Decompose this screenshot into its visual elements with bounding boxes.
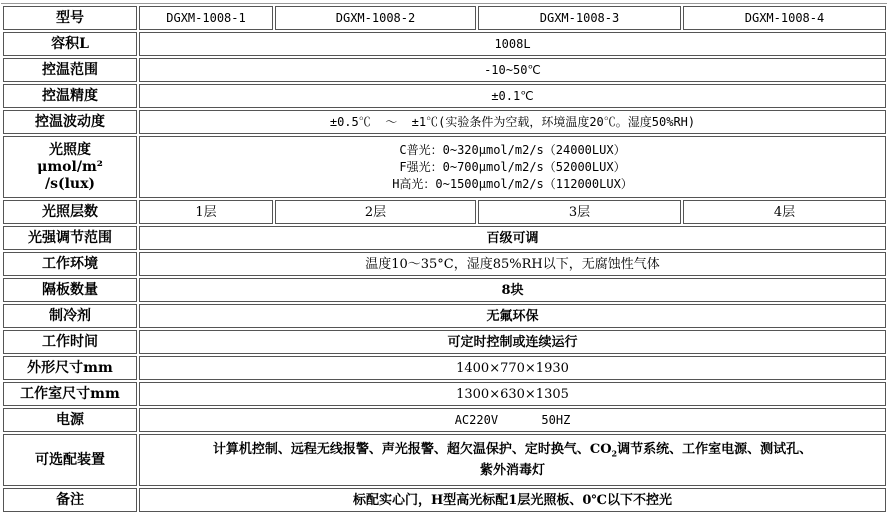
row-light-layers <box>3 200 886 224</box>
row-volume <box>3 32 886 56</box>
row-temp-accuracy <box>3 84 886 108</box>
row-environment <box>3 252 886 276</box>
value-cell <box>139 136 886 198</box>
layer-cell: 4层 <box>683 200 886 224</box>
illuminance-line: C普光：0~320μmol/m2/s（24000LUX） <box>399 142 626 157</box>
row-refrigerant <box>3 304 886 328</box>
layer-cell: 2层 <box>275 200 476 224</box>
row-label: 工作环境 <box>3 252 137 276</box>
layer-cell: 3层 <box>478 200 681 224</box>
label-line: 光照度 <box>49 141 91 158</box>
row-label: 光照层数 <box>3 200 137 224</box>
options-text: 调节系统、工作室电源、测试孔、 <box>617 441 813 457</box>
value-cell: 1400×770×1930 <box>139 356 886 380</box>
spec-table-container <box>1 3 887 514</box>
illuminance-line: F强光：0~700μmol/m2/s（52000LUX） <box>399 159 626 174</box>
model-cell: DGXM-1008-2 <box>275 6 476 30</box>
model-cell: DGXM-1008-1 <box>139 6 273 30</box>
value-cell: 可定时控制或连续运行 <box>139 330 886 354</box>
row-label: 隔板数量 <box>3 278 137 302</box>
value-cell: -10~50℃ <box>139 58 886 82</box>
value-cell: 8块 <box>139 278 886 302</box>
row-label <box>3 136 137 198</box>
row-notes <box>3 488 886 512</box>
row-outer-size <box>3 356 886 380</box>
options-line: 紫外消毒灯 <box>479 463 545 479</box>
layer-cell: 1层 <box>139 200 273 224</box>
label-line: /s(lux) <box>44 175 96 192</box>
options-text: 计算机控制、远程无线报警、声光报警、超欠温保护、定时换气、CO <box>212 441 612 457</box>
spec-table <box>1 4 887 514</box>
row-label: 外形尺寸mm <box>3 356 137 380</box>
value-cell: 1300×630×1305 <box>139 382 886 406</box>
options-line <box>140 441 885 463</box>
row-label: 制冷剂 <box>3 304 137 328</box>
row-label: 光强调节范围 <box>3 226 137 250</box>
row-temp-fluctuation <box>3 110 886 134</box>
value-cell: 标配实心门，H型高光标配1层光照板、0℃以下不控光 <box>139 488 886 512</box>
value-cell: 无氟环保 <box>139 304 886 328</box>
model-cell: DGXM-1008-4 <box>683 6 886 30</box>
value-cell: 1008L <box>139 32 886 56</box>
value-cell: 百级可调 <box>139 226 886 250</box>
row-label: 电源 <box>3 408 137 432</box>
value-cell <box>139 434 886 486</box>
illuminance-line: H高光：0~1500μmol/m2/s（112000LUX） <box>392 176 633 191</box>
row-model <box>3 6 886 30</box>
row-label: 可选配装置 <box>3 434 137 486</box>
value-cell: ±0.5℃ ～ ±1℃(实验条件为空载，环境温度20℃。湿度50%RH) <box>139 110 886 134</box>
value-cell: 温度10～35°C，湿度85%RH以下，无腐蚀性气体 <box>139 252 886 276</box>
row-work-time <box>3 330 886 354</box>
row-label: 控温范围 <box>3 58 137 82</box>
model-cell: DGXM-1008-3 <box>478 6 681 30</box>
value-cell: AC220V 50HZ <box>139 408 886 432</box>
row-label: 型号 <box>3 6 137 30</box>
row-shelves <box>3 278 886 302</box>
row-illuminance <box>3 136 886 198</box>
value-cell: ±0.1℃ <box>139 84 886 108</box>
row-options <box>3 434 886 486</box>
row-power <box>3 408 886 432</box>
label-line: μmol/m² <box>37 158 103 175</box>
row-temp-range <box>3 58 886 82</box>
row-label: 工作时间 <box>3 330 137 354</box>
row-label: 备注 <box>3 488 137 512</box>
row-label: 容积L <box>3 32 137 56</box>
row-label: 工作室尺寸mm <box>3 382 137 406</box>
row-label: 控温波动度 <box>3 110 137 134</box>
row-light-adjust <box>3 226 886 250</box>
co2-subscript: 2 <box>611 448 618 459</box>
row-label: 控温精度 <box>3 84 137 108</box>
row-chamber-size <box>3 382 886 406</box>
